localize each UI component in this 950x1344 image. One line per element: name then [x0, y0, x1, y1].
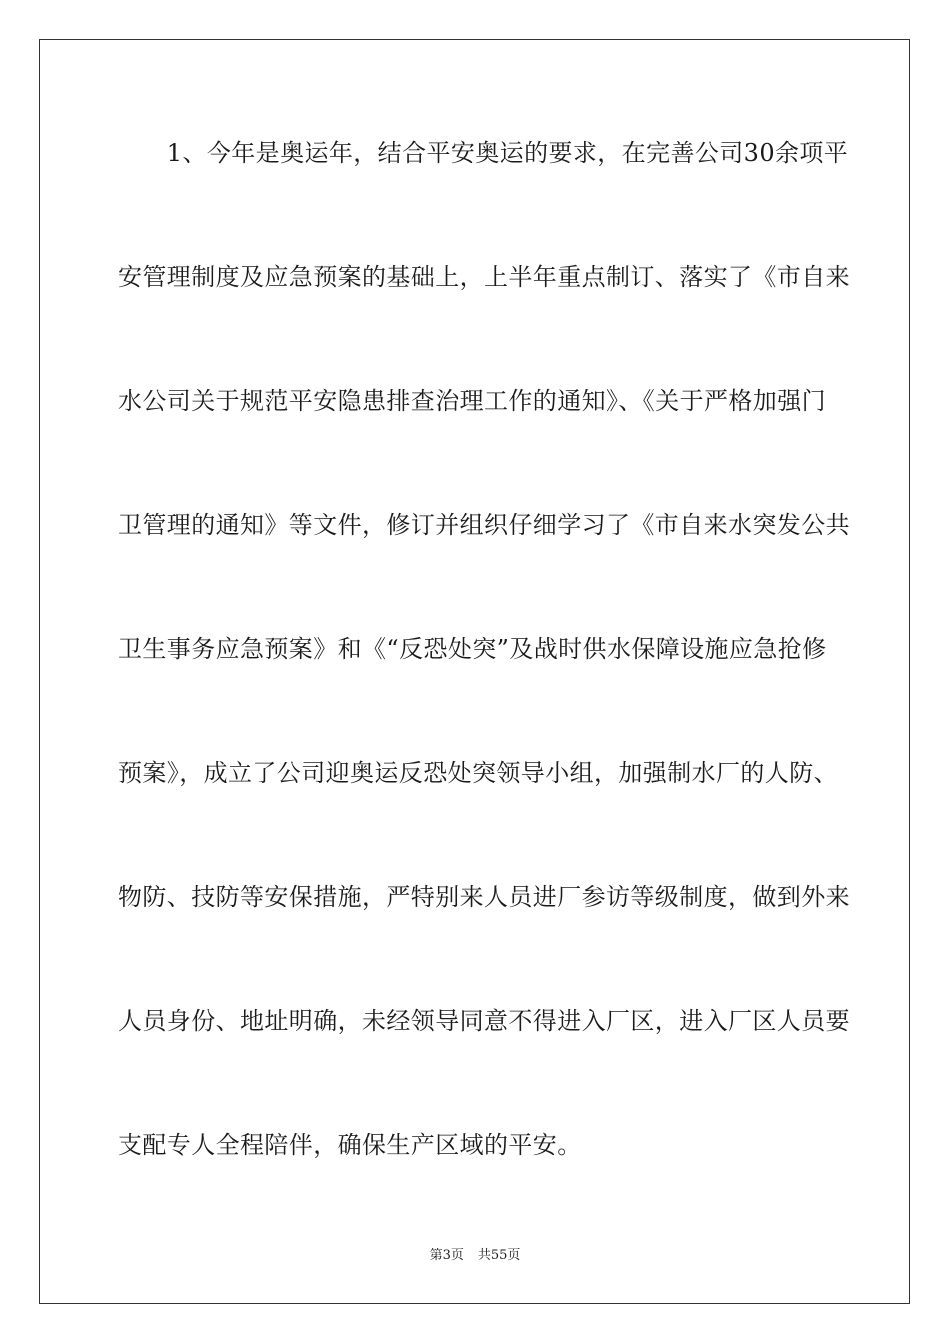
text-line: 人员身份、地址明确，未经领导同意不得进入厂区，进入厂区人员要 [118, 1007, 850, 1035]
text-line: 安管理制度及应急预案的基础上，上半年重点制订、落实了《市自来 [118, 263, 850, 291]
text-line: 预案》，成立了公司迎奥运反恐处突领导小组，加强制水厂的人防、 [118, 759, 838, 787]
text-line: 物防、技防等安保措施，严特别来人员进厂参访等级制度，做到外来 [118, 883, 850, 911]
page-footer [0, 1248, 950, 1264]
page-border [39, 39, 910, 1304]
page-total: 共55页 [477, 1248, 521, 1263]
text-line: 卫管理的通知》等文件，修订并组织仔细学习了《市自来水突发公共 [118, 511, 850, 539]
text-line: 1、今年是奥运年，结合平安奥运的要求，在完善公司30余项平 [118, 139, 849, 167]
text-line: 卫生事务应急预案》和《“反恐处突”及战时供水保障设施应急抢修 [118, 635, 827, 663]
page-number: 第3页 [429, 1248, 464, 1263]
text-line: 支配专人全程陪伴，确保生产区域的平安。 [118, 1131, 582, 1159]
text-line: 水公司关于规范平安隐患排查治理工作的通知》、《关于严格加强门 [118, 387, 826, 415]
